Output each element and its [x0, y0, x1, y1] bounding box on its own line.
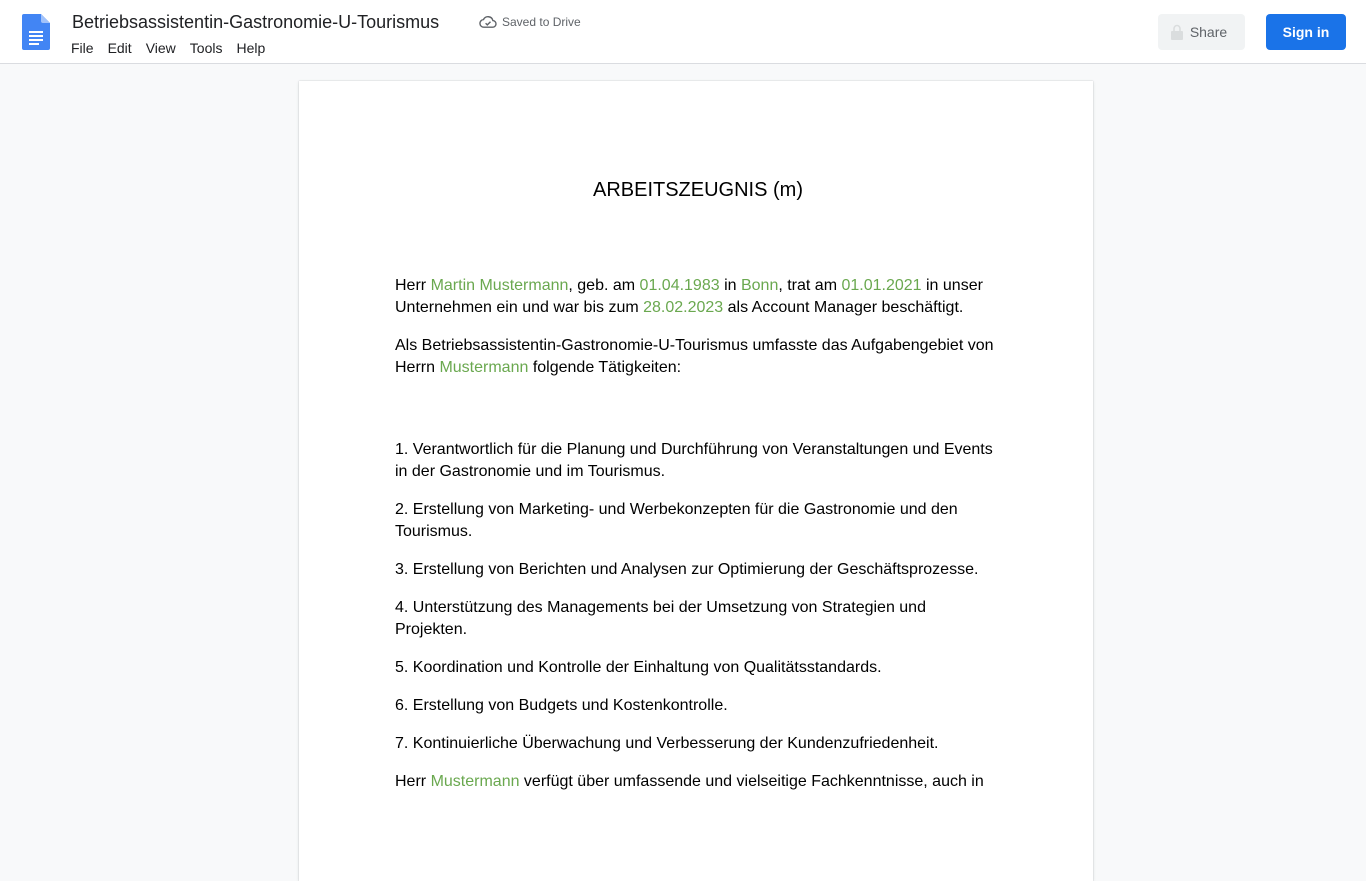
cloud-done-icon — [480, 16, 496, 28]
placeholder-start-date: 01.01.2021 — [841, 277, 922, 294]
placeholder-name: Martin Mustermann — [430, 277, 569, 294]
scope-paragraph: Als Betriebsassistentin-Gastronomie-U-Tourismus umfasste das Aufgabengebiet von Herrn Mustermann folgende Tätigkeiten: — [395, 337, 994, 376]
task-item: 4. Unterstützung des Managements bei der Umsetzung von Strategien und Projekten. — [395, 599, 926, 638]
placeholder-surname: Mustermann — [430, 773, 520, 790]
menu-edit[interactable]: Edit — [107, 40, 132, 56]
document-canvas[interactable] — [0, 65, 1366, 790]
menu-tools[interactable]: Tools — [189, 40, 223, 56]
task-item: 1. Verantwortlich für die Planung und Durchführung von Veranstaltungen und Events in der Gastronomie und im Tourismus. — [395, 441, 993, 480]
task-item: 5. Koordination und Kontrolle der Einhaltung von Qualitätsstandards. — [395, 659, 882, 676]
menu-file[interactable]: File — [71, 40, 94, 56]
placeholder-end-date: 28.02.2023 — [643, 299, 724, 316]
menu-help[interactable]: Help — [236, 40, 266, 56]
menu-bar — [64, 38, 272, 58]
google-docs-logo-icon[interactable] — [22, 14, 50, 50]
empty-line — [395, 395, 1001, 439]
task-item: 3. Erstellung von Berichten und Analysen zur Optimierung der Geschäftsprozesse. — [395, 561, 979, 578]
task-item: 2. Erstellung von Marketing- und Werbekonzepten für die Gastronomie und den Tourismus. — [395, 501, 958, 540]
document-heading: ARBEITSZEUGNIS (m) — [592, 179, 803, 201]
task-item: 7. Kontinuierliche Überwachung und Verbesserung der Kundenzufriedenheit. — [395, 735, 939, 752]
save-status-label: Saved to Drive — [502, 15, 581, 29]
intro-paragraph: Herr Martin Mustermann, geb. am 01.04.1983 in Bonn, trat am 01.01.2021 in unser Unternehmen ein und war bis zum 28.02.2023 als Account Manager beschäftigt. — [395, 277, 983, 316]
share-button-label: Share — [1189, 24, 1228, 40]
save-status — [480, 14, 581, 30]
document-title[interactable]: Betriebsassistentin-Gastronomie-U-Tourismus — [72, 12, 440, 32]
share-button[interactable] — [1158, 14, 1245, 50]
task-item: 6. Erstellung von Budgets und Kostenkontrolle. — [395, 697, 728, 714]
closing-paragraph: Herr Mustermann verfügt über umfassende und vielseitige Fachkenntnisse, auch in — [395, 773, 984, 790]
placeholder-surname: Mustermann — [439, 359, 529, 376]
lock-icon — [1170, 24, 1184, 40]
sign-in-button[interactable]: Sign in — [1266, 14, 1346, 50]
placeholder-birth-place: Bonn — [740, 277, 779, 294]
placeholder-birth-date: 01.04.1983 — [639, 277, 720, 294]
document-page[interactable] — [299, 81, 1093, 881]
menu-view[interactable]: View — [145, 40, 176, 56]
top-bar — [0, 0, 1366, 64]
document-body — [395, 177, 1001, 809]
